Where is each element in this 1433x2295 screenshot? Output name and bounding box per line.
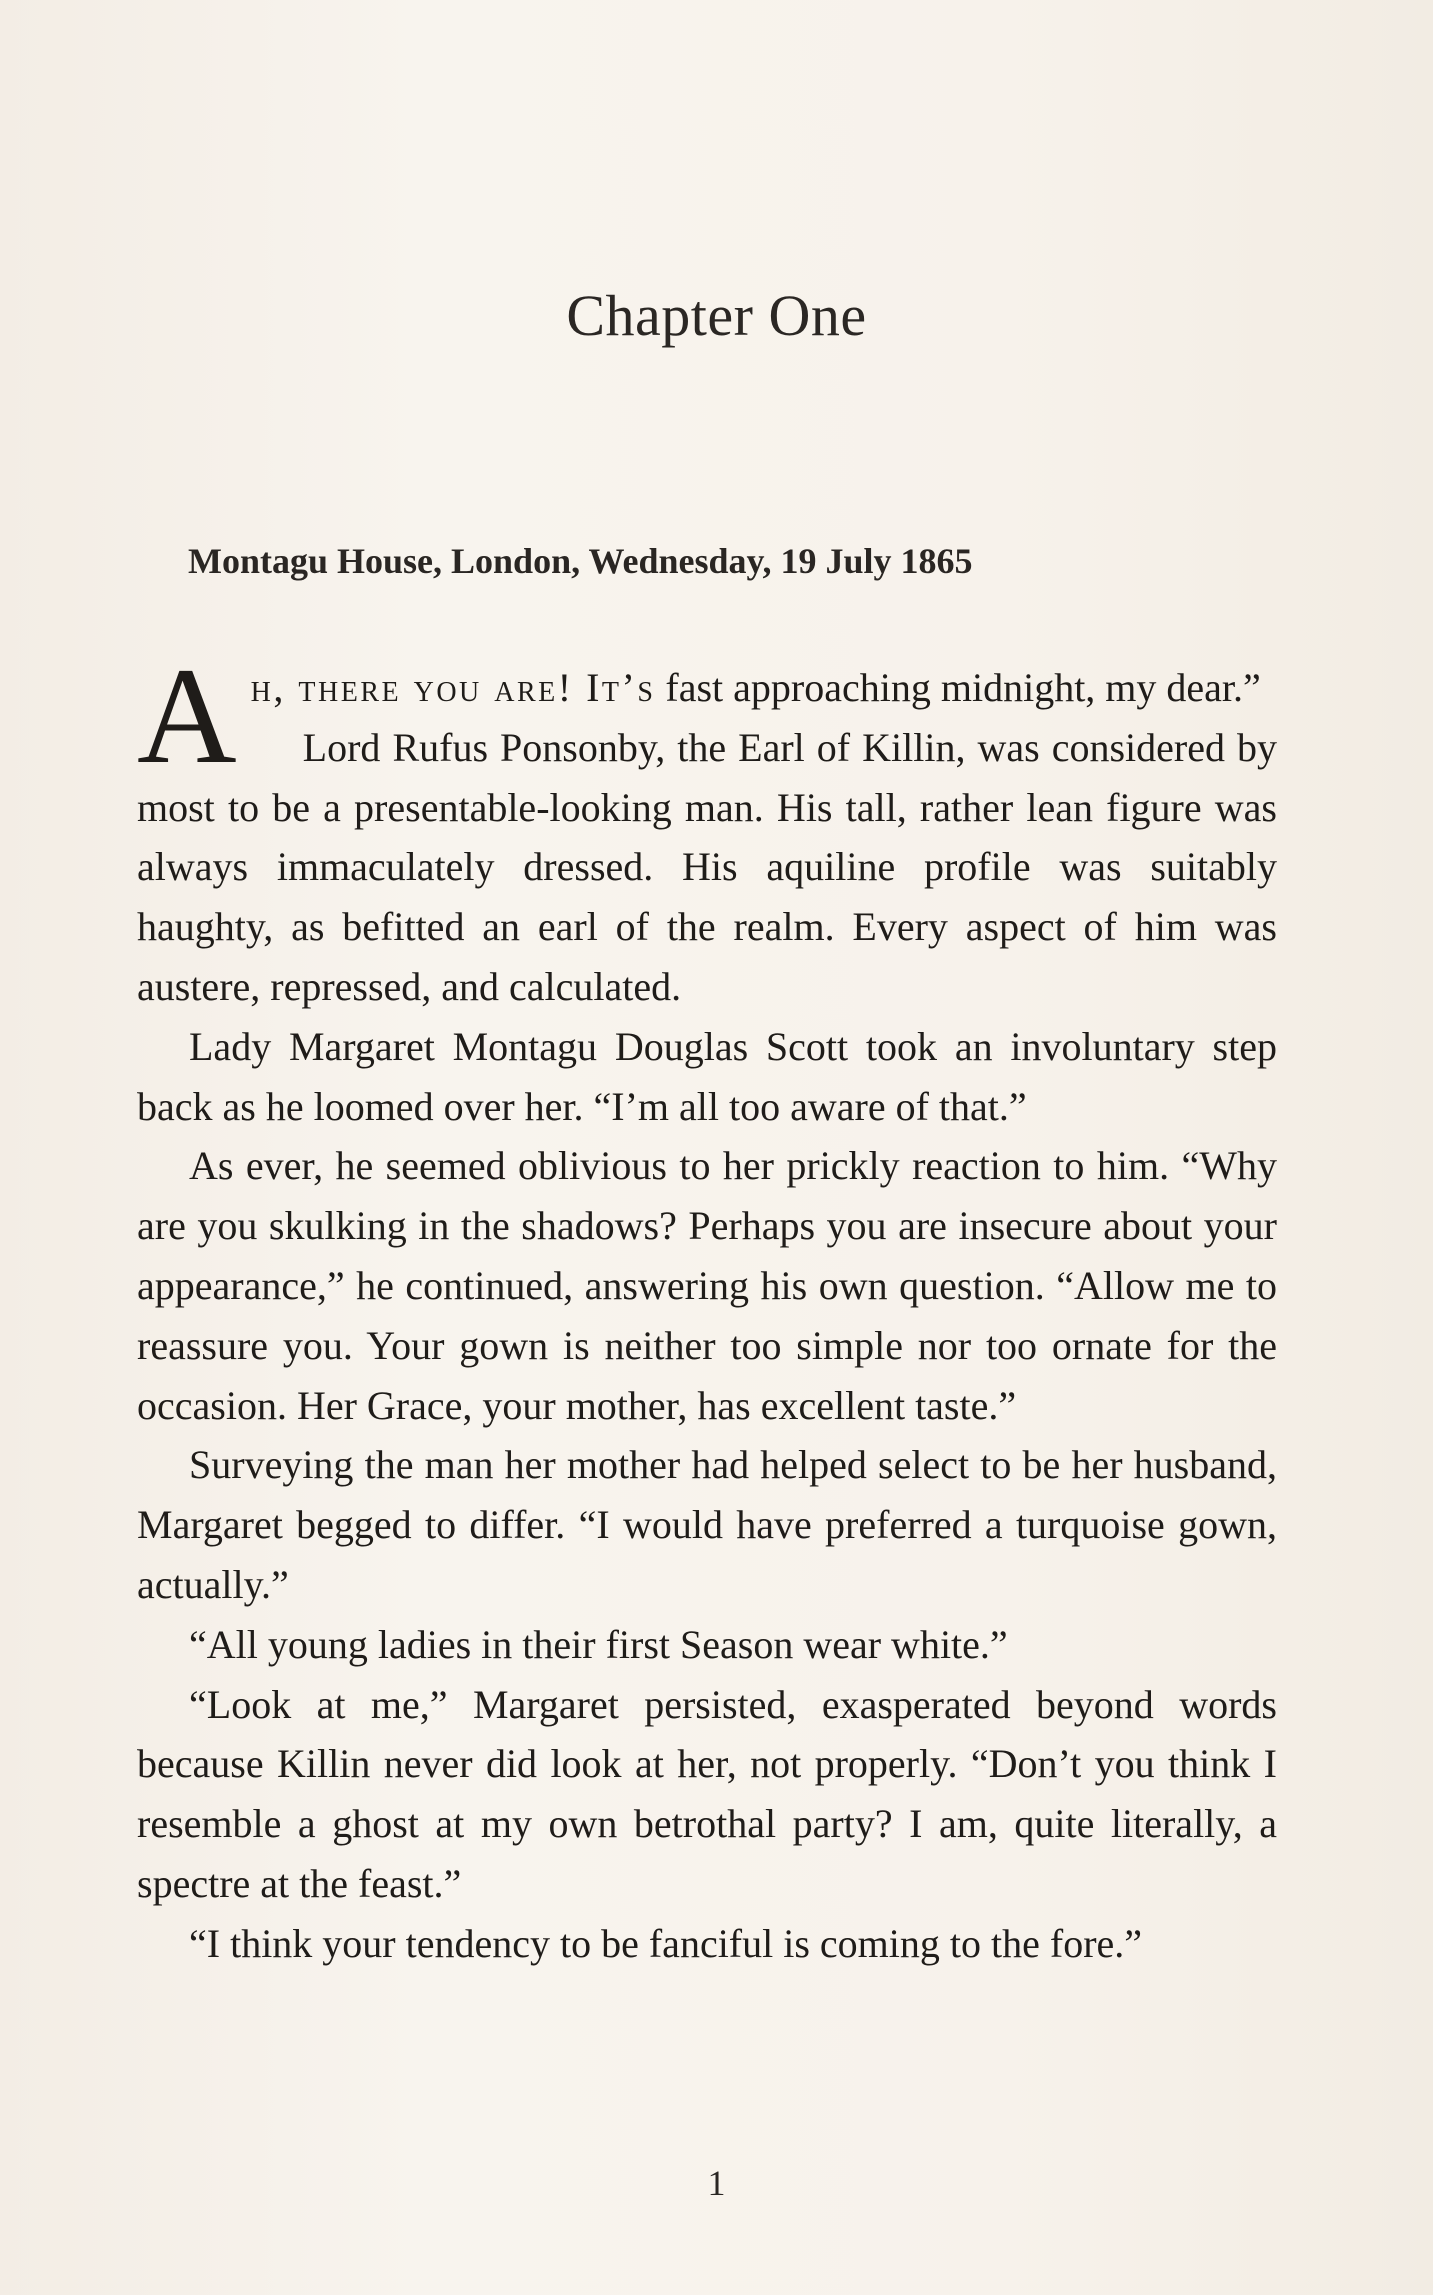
paragraph: “All young ladies in their first Season wear white.” bbox=[189, 1621, 1008, 1667]
paragraph: Lady Margaret Montagu Douglas Scott took an involuntary step back as he loomed over her. “I’m all too aware of that.” bbox=[137, 1023, 1277, 1129]
opening-paragraph bbox=[137, 639, 1277, 792]
paragraph: Surveying the man her mother had helped select to be her husband, Margaret begged to differ. “I would have preferred a turquoise gown, actually.” bbox=[137, 1442, 1277, 1607]
paragraph: “I think your tendency to be fanciful is coming to the fore.” bbox=[189, 1920, 1143, 1966]
paragraph: “Look at me,” Margaret persisted, exasperated beyond words because Killin never did look at her, not properly. “Don’t you think I resemble a ghost at my own betrothal party? I am, quite literally, a spectre at the feast.” bbox=[137, 1681, 1277, 1906]
paragraph: As ever, he seemed oblivious to her prickly reaction to him. “Why are you skulking in the shadows? Perhaps you are insecure about your appearance,” he continued, answering his own question. “Allow me to reassure you. Your gown is neither too simple nor too ornate for the occasion. Her Grace, your mother, has excellent taste.” bbox=[137, 1143, 1277, 1428]
body-text bbox=[137, 639, 1277, 1974]
drop-cap: A bbox=[137, 639, 237, 792]
opening-smallcaps: h, there you are! It’s bbox=[250, 665, 656, 710]
chapter-title: Chapter One bbox=[566, 283, 867, 348]
opening-rest: fast approaching midnight, my dear.” bbox=[655, 665, 1261, 710]
page-number: 1 bbox=[707, 2163, 726, 2203]
paragraph: Lord Rufus Ponsonby, the Earl of Killin, was considered by most to be a presentable-looking man. His tall, rather lean figure was always immaculately dressed. His aquiline profile was suitably haughty, as befitted an earl of the realm. Every aspect of him was austere, repressed, and calculated. bbox=[137, 724, 1277, 1009]
location-heading: Montagu House, London, Wednesday, 19 July 1865 bbox=[188, 541, 973, 581]
